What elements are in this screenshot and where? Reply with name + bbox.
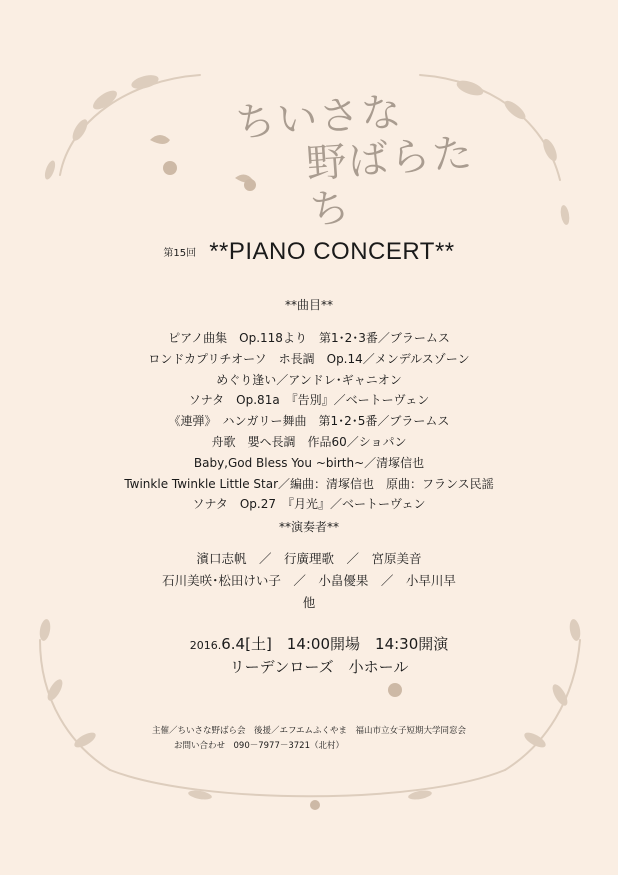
program-item: ロンドカプリチオーソ ホ長調 Op.14／メンデルスゾーン — [148, 351, 470, 366]
event-date-time: 6.4[土] 14:00開場 14:30開演 — [221, 635, 449, 653]
program-item: 舟歌 嬰ヘ長調 作品60／ショパン — [211, 434, 407, 449]
performers-list — [0, 548, 618, 614]
program-item: 《連弾》 ハンガリー舞曲 第1･2･5番／ブラームス — [168, 414, 450, 429]
concert-edition: 第15回 — [163, 248, 197, 259]
title-artwork — [222, 83, 498, 234]
credits-contact: お問い合わせ 090－7977－3721（北村） — [174, 741, 344, 751]
performers-line: 濱口志帆 ／ 行廣理歌 ／ 宮原美音 — [196, 551, 422, 566]
program-item: Baby,God Bless You ~birth~／清塚信也 — [193, 455, 425, 470]
program-item: Twinkle Twinkle Little Star／編曲：清塚信也 原曲：フランス民謡 — [124, 476, 494, 491]
performers-line: 他 — [302, 595, 316, 610]
title-art-line-1: ちいさな — [233, 88, 405, 147]
program-item: ソナタ Op.27 『月光』／ベートーヴェン — [192, 497, 426, 512]
program-heading: **曲目** — [284, 298, 333, 312]
performers-line: 石川美咲･松田けい子 ／ 小畠優果 ／ 小早川早 — [162, 573, 456, 588]
concert-title: **PIANO CONCERT** — [209, 238, 455, 265]
title-art-line-2: 野ばらたち — [304, 130, 476, 234]
credits-organizers: 主催／ちいさな野ばら会 後援／エフエムふくやま 福山市立女子短期大学同窓会 — [151, 726, 467, 736]
concert-heading — [0, 238, 618, 266]
program-item: ピアノ曲集 Op.118より 第1･2･3番／ブラームス — [168, 331, 450, 345]
program-item: ソナタ Op.81a 『告別』／ベートーヴェン — [188, 393, 430, 408]
program-item: めぐり逢い／アンドレ･ギャニオン — [216, 372, 402, 387]
program-list — [0, 328, 618, 515]
event-venue: リーデンローズ 小ホール — [229, 658, 409, 676]
event-date — [0, 633, 618, 654]
credits — [0, 724, 618, 754]
event-year: 2016. — [189, 639, 222, 652]
performers-heading: **演奏者** — [278, 520, 339, 534]
